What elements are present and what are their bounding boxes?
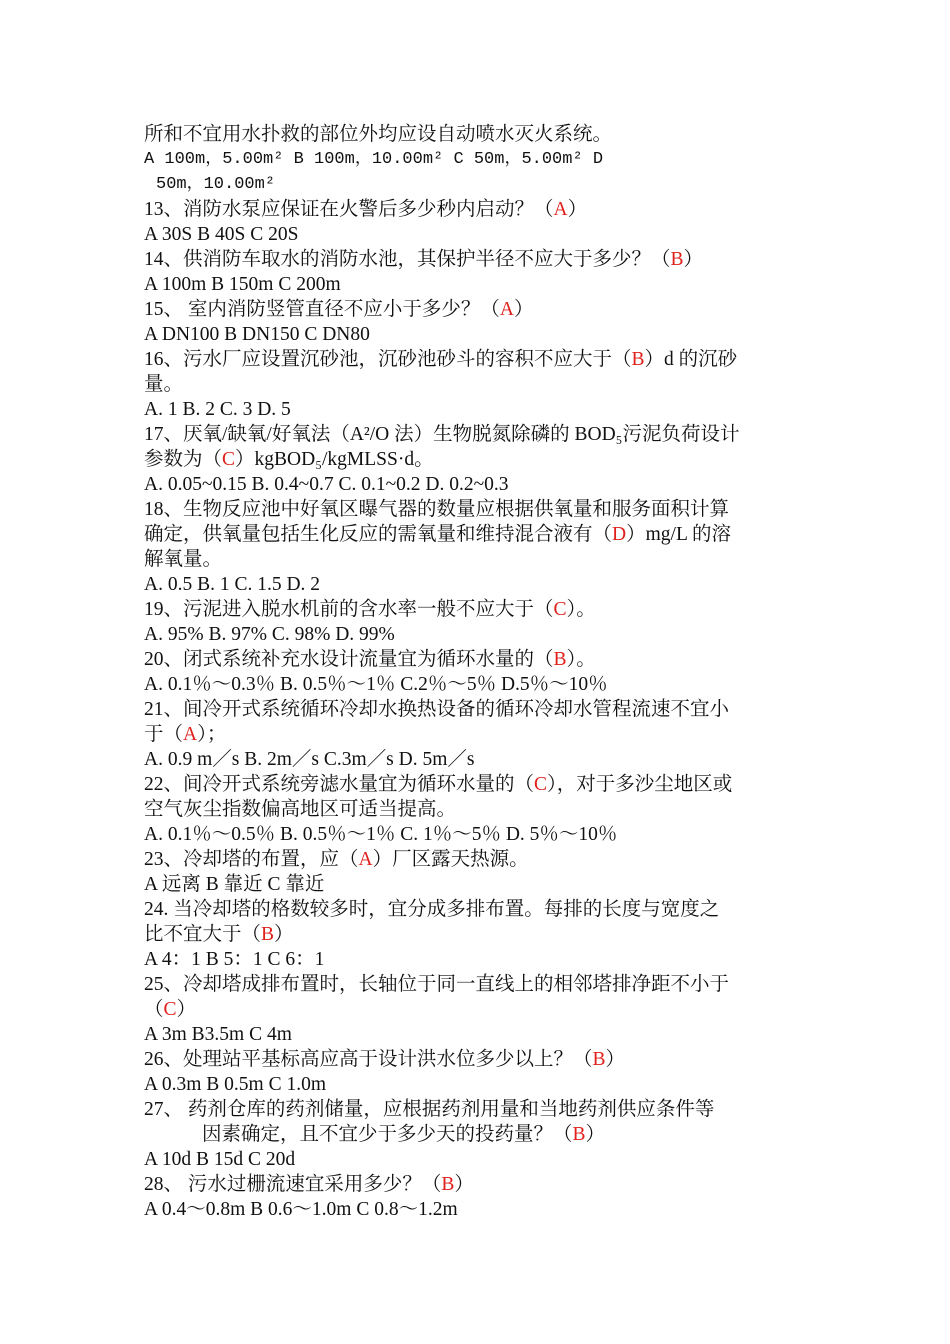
answer-letter: B [553, 649, 567, 670]
text-line: A 远离 B 靠近 C 靠近 [144, 874, 325, 895]
question-line [144, 847, 814, 872]
answer-letter: B [441, 1174, 455, 1195]
question-text-tail: ） [585, 1124, 606, 1145]
question-text-tail: ）。 [566, 649, 596, 670]
answer-letter: B [631, 349, 645, 370]
answer-letter: A [553, 199, 568, 220]
text-line: A 30S B 40S C 20S [144, 224, 299, 245]
text-line: A 10d B 15d C 20d [144, 1149, 296, 1170]
answer-letter: A [183, 724, 198, 745]
text-line: 解氧量。 [144, 549, 223, 570]
question-text: 19、污泥进入脱水机前的含水率一般不应大于（ [144, 599, 554, 620]
text-line: 空气灰尘指数偏高地区可适当提高。 [144, 799, 457, 820]
text-line: A 0.3m B 0.5m C 1.0m [144, 1074, 327, 1095]
text-line: A 4：1 B 5：1 C 6：1 [144, 949, 325, 970]
text-line: 17、厌氧/缺氧/好氧法（A²/O 法）生物脱氮除磷的 BOD₅污泥负荷设计 [144, 424, 740, 445]
question-line [144, 522, 814, 547]
text-line: A. 0.5 B. 1 C. 1.5 D. 2 [144, 574, 321, 595]
answer-letter: A [499, 299, 514, 320]
question-text-tail: ） [454, 1174, 474, 1195]
text-line: 所和不宜用水扑救的部位外均应设自动喷水灭火系统。 [144, 124, 613, 145]
question-line [144, 347, 814, 372]
answer-letter: C [163, 999, 177, 1020]
text-line: 24. 当冷却塔的格数较多时，宜分成多排布置。每排的长度与宽度之 [144, 899, 720, 920]
answer-letter: C [222, 449, 236, 470]
text-line: A. 0.05~0.15 B. 0.4~0.7 C. 0.1~0.2 D. 0.2~0.3 [144, 474, 509, 495]
answer-letter: B [670, 249, 684, 270]
question-text: 14、供消防车取水的消防水池，其保护半径不应大于多少？（ [144, 249, 671, 270]
question-line [144, 772, 814, 797]
question-text: 26、处理站平基标高应高于设计洪水位多少以上？（ [144, 1049, 593, 1070]
text-line: A. 0.9 m／s B. 2m／s C.3m／s D. 5m／s [144, 749, 475, 770]
answer-letter: B [572, 1124, 586, 1145]
question-text: 28、 污水过栅流速宜采用多少？（ [144, 1174, 442, 1195]
question-text-tail: ）d 的沉砂 [644, 349, 738, 370]
question-text: 22、间冷开式系统旁滤水量宜为循环水量的（ [144, 774, 535, 795]
question-line [144, 722, 814, 747]
question-text-tail: ）； [197, 724, 227, 745]
question-text-tail: ） [683, 249, 704, 270]
text-line: A DN100 B DN150 C DN80 [144, 324, 370, 345]
text-line: 27、 药剂仓库的药剂储量，应根据药剂用量和当地药剂供应条件等 [144, 1099, 715, 1120]
document-page [144, 122, 814, 1222]
question-text: 23、冷却塔的布置，应（ [144, 849, 359, 870]
answer-letter: B [261, 924, 275, 945]
text-line: A. 0.1％～0.5％ B. 0.5％～1％ C. 1％～5％ D. 5％～10％ [144, 824, 618, 845]
text-line: 18、生物反应池中好氧区曝气器的数量应根据供氧量和服务面积计算 [144, 499, 730, 520]
question-line [144, 297, 814, 322]
answer-letter: C [553, 599, 567, 620]
question-text-tail: ）。 [566, 599, 596, 620]
text-line: A 100m B 150m C 200m [144, 274, 341, 295]
question-line [144, 197, 814, 222]
question-text-tail: ） [567, 199, 588, 220]
question-text: 比不宜大于（ [144, 924, 262, 945]
question-line [144, 1047, 814, 1072]
text-line: 量。 [144, 374, 184, 395]
question-text-tail: ）mg/L 的溶 [626, 524, 732, 545]
text-line: A. 1 B. 2 C. 3 D. 5 [144, 399, 291, 420]
question-line [144, 922, 814, 947]
option-line: 50m，10.00m² [156, 175, 276, 194]
question-text: 确定，供氧量包括生化反应的需氧量和维持混合液有（ [144, 524, 613, 545]
question-text: 于（ [144, 724, 184, 745]
question-text-tail: ） [176, 999, 197, 1020]
question-text-tail: ），对于多沙尘地区或 [547, 774, 733, 795]
question-text: （ [144, 999, 164, 1020]
answer-letter: A [358, 849, 373, 870]
text-line: A 0.4～0.8m B 0.6～1.0m C 0.8～1.2m [144, 1199, 458, 1220]
text-line: A. 95% B. 97% C. 98% D. 99% [144, 624, 395, 645]
question-text-tail: ）kgBOD₅/kgMLSS·d。 [235, 449, 434, 470]
question-text-tail: ） [605, 1049, 626, 1070]
text-line: 25、冷却塔成排布置时，长轴位于同一直线上的相邻塔排净距不小于 [144, 974, 730, 995]
question-line [144, 247, 814, 272]
question-line [144, 597, 814, 622]
answer-letter: D [612, 524, 627, 545]
text-line: 21、间冷开式系统循环冷却水换热设备的循环冷却水管程流速不宜小 [144, 699, 730, 720]
option-line: A 100m，5.00m² B 100m，10.00m² C 50m，5.00m² D [144, 150, 604, 169]
question-line [144, 997, 814, 1022]
question-line [144, 647, 814, 672]
question-text-tail: ） [274, 924, 294, 945]
question-text-tail: ）厂区露天热源。 [372, 849, 529, 870]
question-text: 20、闭式系统补充水设计流量宜为循环水量的（ [144, 649, 554, 670]
answer-letter: B [592, 1049, 606, 1070]
answer-letter: C [534, 774, 548, 795]
question-line [144, 1172, 814, 1197]
question-line [144, 447, 814, 472]
question-text: 参数为（ [144, 449, 223, 470]
question-text: 16、污水厂应设置沉砂池，沉砂池砂斗的容积不应大于（ [144, 349, 632, 370]
question-line [144, 1122, 814, 1147]
text-line: A 3m B3.5m C 4m [144, 1024, 292, 1045]
question-text: 因素确定，且不宜少于多少天的投药量？（ [202, 1124, 573, 1145]
text-line: A. 0.1％～0.3％ B. 0.5％～1％ C.2％～5％ D.5％～10％ [144, 674, 608, 695]
question-text: 15、 室内消防竖管直径不应小于多少？（ [144, 299, 500, 320]
question-text: 13、消防水泵应保证在火警后多少秒内启动？（ [144, 199, 554, 220]
question-text-tail: ） [513, 299, 534, 320]
